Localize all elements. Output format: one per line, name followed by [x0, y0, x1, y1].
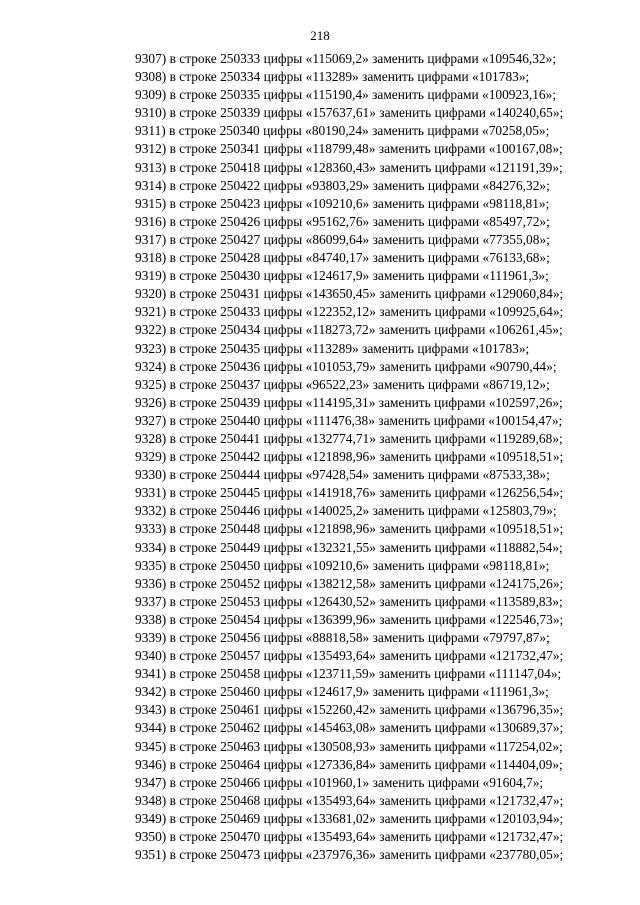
- amendment-line: 9309) в строке 250335 цифры «115190,4» заменить цифрами «100923,16»;: [135, 87, 557, 103]
- amendment-line: 9307) в строке 250333 цифры «115069,2» заменить цифрами «109546,32»;: [135, 51, 557, 66]
- amendment-line: 9347) в строке 250466 цифры «101960,1» заменить цифрами «91604,7»;: [135, 774, 544, 790]
- amendment-line: 9345) в строке 250463 цифры «130508,93» заменить цифрами «117254,02»;: [135, 738, 563, 754]
- amendment-line: 9335) в строке 250450 цифры «109210,6» заменить цифрами «98118,81»;: [135, 557, 550, 573]
- amendment-line: 9349) в строке 250469 цифры «133681,02» заменить цифрами «120103,94»;: [135, 810, 564, 826]
- amendment-line: 9337) в строке 250453 цифры «126430,52» заменить цифрами «113589,83»;: [135, 593, 563, 609]
- amendment-line: 9325) в строке 250437 цифры «96522,23» заменить цифрами «86719,12»;: [135, 376, 550, 392]
- amendment-line: 9327) в строке 250440 цифры «111476,38» заменить цифрами «100154,47»;: [135, 412, 563, 428]
- amendment-line: 9336) в строке 250452 цифры «138212,58» заменить цифрами «124175,26»;: [135, 575, 564, 591]
- amendment-line: 9332) в строке 250446 цифры «140025,2» заменить цифрами «125803,79»;: [135, 503, 557, 519]
- amendment-line: 9308) в строке 250334 цифры «113289» заменить цифрами «101783»;: [135, 69, 530, 85]
- amendment-line: 9346) в строке 250464 цифры «127336,84» заменить цифрами «114404,09»;: [135, 756, 563, 772]
- amendment-line: 9313) в строке 250418 цифры «128360,43» заменить цифрами «121191,39»;: [135, 159, 563, 175]
- amendment-line: 9334) в строке 250449 цифры «132321,55» заменить цифрами «118882,54»;: [135, 539, 563, 555]
- amendment-line: 9331) в строке 250445 цифры «141918,76» заменить цифрами «126256,54»;: [135, 485, 564, 501]
- amendment-line: 9343) в строке 250461 цифры «152260,42» заменить цифрами «136796,35»;: [135, 702, 564, 718]
- amendment-line: 9318) в строке 250428 цифры «84740,17» заменить цифрами «76133,68»;: [135, 250, 550, 266]
- amendment-line: 9317) в строке 250427 цифры «86099,64» заменить цифрами «77355,08»;: [135, 231, 550, 247]
- amendment-line: 9341) в строке 250458 цифры «123711,59» заменить цифрами «111147,04»;: [135, 666, 562, 682]
- amendment-line: 9326) в строке 250439 цифры «114195,31» заменить цифрами «102597,26»;: [135, 394, 563, 410]
- amendment-line: 9312) в строке 250341 цифры «118799,48» заменить цифрами «100167,08»;: [135, 141, 563, 157]
- amendment-line: 9310) в строке 250339 цифры «157637,61» заменить цифрами «140240,65»;: [135, 105, 564, 121]
- amendment-line: 9328) в строке 250441 цифры «132774,71» заменить цифрами «119289,68»;: [135, 430, 563, 446]
- amendment-line: 9314) в строке 250422 цифры «93803,29» заменить цифрами «84276,32»;: [135, 177, 550, 193]
- amendment-line: 9348) в строке 250468 цифры «135493,64» заменить цифрами «121732,47»;: [135, 792, 564, 808]
- amendment-line: 9321) в строке 250433 цифры «122352,12» заменить цифрами «109925,64»;: [135, 304, 564, 320]
- amendment-line: 9319) в строке 250430 цифры «124617,9» заменить цифрами «111961,3»;: [135, 268, 549, 284]
- amendment-line: 9339) в строке 250456 цифры «88818,58» заменить цифрами «79797,87»;: [135, 630, 550, 645]
- amendment-line: 9333) в строке 250448 цифры «121898,96» заменить цифрами «109518,51»;: [135, 521, 564, 537]
- page-number: 218: [310, 28, 330, 43]
- amendment-line: 9322) в строке 250434 цифры «118273,72» заменить цифрами «106261,45»;: [135, 322, 563, 338]
- amendment-line: 9315) в строке 250423 цифры «109210,6» заменить цифрами «98118,81»;: [135, 195, 550, 211]
- amendment-line: 9320) в строке 250431 цифры «143650,45» заменить цифрами «129060,84»;: [135, 286, 564, 302]
- amendment-line: 9338) в строке 250454 цифры «136399,96» заменить цифрами «122546,73»;: [135, 611, 564, 627]
- amendment-line: 9340) в строке 250457 цифры «135493,64» заменить цифрами «121732,47»;: [135, 648, 564, 664]
- amendment-line: 9342) в строке 250460 цифры «124617,9» заменить цифрами «111961,3»;: [135, 684, 549, 700]
- amendment-line: 9324) в строке 250436 цифры «101053,79» заменить цифрами «90790,44»;: [135, 358, 557, 374]
- amendment-line: 9330) в строке 250444 цифры «97428,54» заменить цифрами «87533,38»;: [135, 467, 550, 483]
- amendment-line: 9323) в строке 250435 цифры «113289» заменить цифрами «101783»;: [135, 340, 530, 356]
- amendment-line: 9351) в строке 250473 цифры «237976,36» заменить цифрами «237780,05»;: [135, 847, 564, 863]
- amendment-line: 9350) в строке 250470 цифры «135493,64» заменить цифрами «121732,47»;: [135, 829, 564, 845]
- amendment-list: [135, 50, 595, 864]
- amendment-line: 9311) в строке 250340 цифры «80190,24» заменить цифрами «70258,05»;: [135, 123, 550, 139]
- amendment-line: 9344) в строке 250462 цифры «145463,08» заменить цифрами «130689,37»;: [135, 720, 564, 736]
- amendment-line: 9329) в строке 250442 цифры «121898,96» заменить цифрами «109518,51»;: [135, 449, 564, 465]
- amendment-line: 9316) в строке 250426 цифры «95162,76» заменить цифрами «85497,72»;: [135, 213, 550, 229]
